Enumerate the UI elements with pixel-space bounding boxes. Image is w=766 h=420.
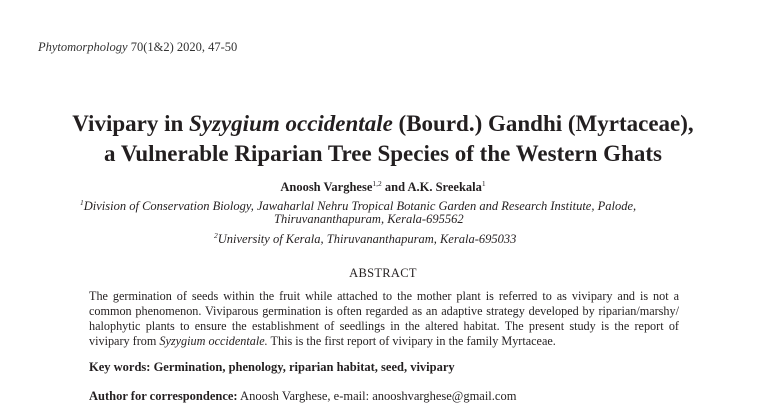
abstract-heading: ABSTRACT — [349, 266, 417, 280]
author-affiliation-marker: 1 — [481, 179, 486, 188]
abstract-species-name: Syzygium occidentale. — [159, 334, 268, 348]
affiliation-text: Division of Conservation Biology, Jawaharlal Nehru Tropical Botanic Garden and Research Institute, Palode, — [83, 199, 637, 213]
title-species-name: Syzygium occidentale — [189, 111, 393, 136]
affiliation-1-line-2: Thiruvananthapuram, Kerala-695562 — [274, 212, 464, 226]
journal-name: Phytomorphology — [38, 40, 128, 54]
title-text: Vivipary in — [72, 111, 190, 136]
journal-volume-pages: 70(1&2) 2020, 47-50 — [127, 40, 238, 54]
keywords-value: Germination, phenology, riparian habitat, seed, vivipary — [153, 360, 455, 374]
keywords-label: Key words: — [89, 360, 154, 374]
affiliation-marker: 2 — [214, 231, 218, 240]
correspondence — [89, 389, 516, 404]
author-affiliation-marker: 1,2 — [372, 179, 382, 188]
abstract-text: This is the first report of vivipary in the family Myrtaceae. — [267, 334, 556, 348]
abstract-body — [89, 289, 679, 349]
abstract-text: The germination of seeds within the fruit while attached to the mother plant is referred to as vivipary and is not a common phenomenon. Viviparous germination is often regarded as an adaptive strategy developed by riparian/marshy/ halophytic plants to ensure the establishment of seedlings in the altered habitat. The present study is the report of vivipary from — [89, 289, 679, 348]
author-name: A.K. Sreekala — [407, 180, 482, 194]
paper-title-line-2: a Vulnerable Riparian Tree Species of the Western Ghats — [104, 141, 662, 166]
correspondence-label: Author for correspondence: — [89, 389, 238, 403]
paper-title-line-1 — [0, 109, 766, 139]
affiliation-2 — [214, 228, 516, 247]
affiliation-text: University of Kerala, Thiruvananthapuram, Kerala-695033 — [217, 232, 517, 246]
affiliation-marker: 1 — [80, 198, 84, 207]
correspondence-value: Anoosh Varghese, e-mail: anooshvarghese@gmail.com — [237, 389, 517, 403]
title-text: (Bourd.) Gandhi (Myrtaceae), — [392, 111, 694, 136]
author-name: Anoosh Varghese — [280, 180, 373, 194]
keywords — [89, 360, 455, 375]
journal-citation — [38, 40, 237, 55]
author-separator: and — [381, 180, 408, 194]
author-list — [0, 179, 766, 195]
